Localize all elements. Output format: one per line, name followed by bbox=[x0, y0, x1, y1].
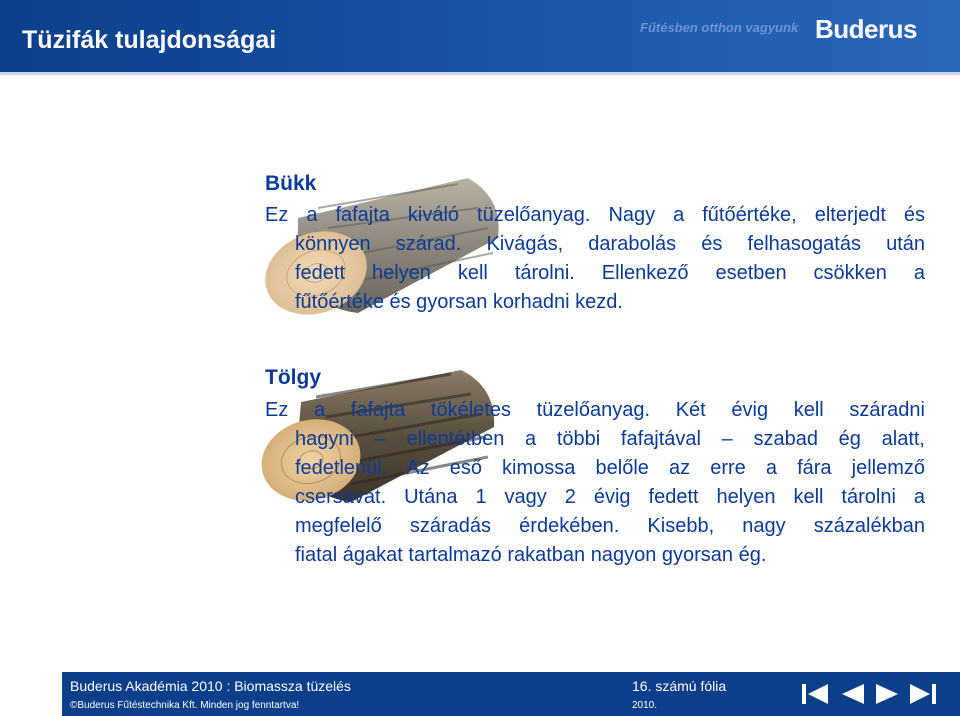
footer-bar bbox=[62, 672, 960, 716]
header-bar bbox=[0, 0, 960, 75]
beech-line: fűtőértéke és gyorsan korhadni kezd. bbox=[295, 291, 623, 313]
academy-text: Buderus Akadémia 2010 : Biomassza tüzelés bbox=[70, 678, 351, 694]
last-slide-button[interactable] bbox=[908, 681, 938, 707]
first-slide-button[interactable] bbox=[800, 681, 830, 707]
oak-line: megfelelő száradás érdekében. Kisebb, nagy százalékban bbox=[295, 515, 925, 537]
beech-paragraph bbox=[265, 201, 925, 317]
beech-line: könnyen szárad. Kivágás, darabolás és felhasogatás után bbox=[295, 233, 925, 255]
oak-paragraph bbox=[265, 396, 925, 570]
first-slide-icon bbox=[800, 681, 830, 707]
oak-line: fedetlenül. Az eső kimossa belőle az erre a fára jellemző bbox=[295, 457, 925, 479]
oak-line: csersavat. Utána 1 vagy 2 évig fedett helyen kell tárolni a bbox=[295, 486, 925, 508]
page-title: Tüzifák tulajdonságai bbox=[22, 26, 277, 54]
oak-line: Ez a fafajta tökéletes tüzelőanyag. Két évig kell száradni bbox=[265, 399, 925, 421]
beech-heading: Bükk bbox=[265, 172, 317, 195]
oak-line: fiatal ágakat tartalmazó rakatban nagyon gyorsan ég. bbox=[295, 544, 767, 566]
next-slide-icon bbox=[872, 681, 902, 707]
year-text: 2010. bbox=[632, 700, 658, 711]
previous-slide-button[interactable] bbox=[838, 681, 868, 707]
beech-line: fedett helyen kell tárolni. Ellenkező esetben csökken a bbox=[295, 262, 925, 284]
last-slide-icon bbox=[908, 681, 938, 707]
next-slide-button[interactable] bbox=[872, 681, 902, 707]
brand-logo: Buderus bbox=[815, 14, 917, 44]
previous-slide-icon bbox=[838, 681, 868, 707]
beech-line: Ez a fafajta kiváló tüzelőanyag. Nagy a fűtőértéke, elterjedt és bbox=[265, 204, 925, 226]
slogan: Fűtésben otthon vagyunk bbox=[640, 20, 799, 35]
slide-number: 16. számú fólia bbox=[632, 678, 727, 694]
oak-line: hagyni – ellentétben a többi fafajtával – szabad ég alatt, bbox=[295, 428, 925, 450]
copyright-text: ©Buderus Fűtéstechnika Kft. Minden jog fenntartva! bbox=[70, 700, 300, 711]
oak-heading: Tölgy bbox=[265, 366, 321, 389]
